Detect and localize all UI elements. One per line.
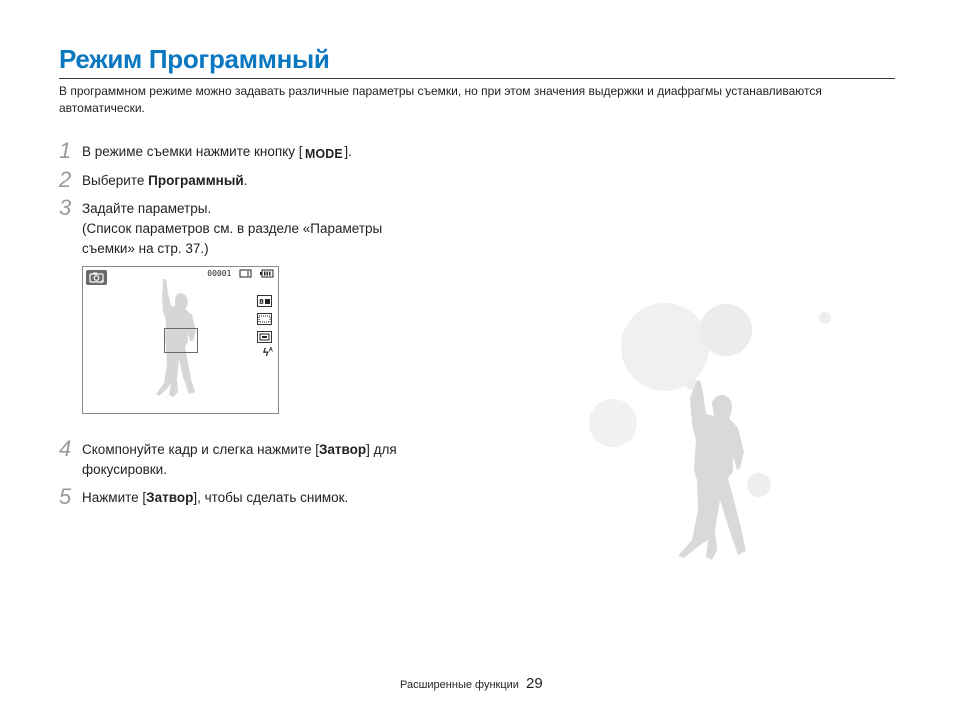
page-title: Режим Программный [59, 44, 330, 74]
section-name: Расширенные функции [400, 679, 519, 691]
step-number: 5 [59, 484, 72, 509]
mode-button-label: MODE [304, 146, 343, 161]
step-text: Выберите Программный. [82, 173, 248, 188]
bubble [819, 312, 831, 324]
camera-screen-preview [82, 266, 279, 414]
step-number: 4 [59, 436, 72, 461]
metering-icon [257, 331, 272, 343]
shutter-key: Затвор [318, 442, 367, 457]
status-bar [207, 269, 274, 278]
shutter-key: Затвор [146, 490, 194, 505]
step-number: 1 [59, 138, 72, 163]
step-text: Скомпонуйте кадр и слегка нажмите [Затвор] для фокусировки. [82, 442, 397, 477]
page-footer [400, 675, 543, 692]
svg-text:8: 8 [259, 298, 264, 306]
quality-icon [257, 313, 272, 325]
bubble [589, 399, 637, 447]
memory-card-icon [239, 269, 253, 278]
step-number: 2 [59, 167, 72, 192]
mode-name: Программный [148, 173, 244, 188]
step-text: Нажмите [Затвор], чтобы сделать снимок. [82, 490, 349, 505]
bubble [700, 304, 752, 356]
af-frame [164, 328, 198, 353]
step-number: 3 [59, 195, 72, 220]
page-number: 29 [526, 675, 543, 692]
step-text: Задайте параметры. (Список параметров см. в разделе «Параметры съемки» на стр. 37.) [82, 201, 383, 256]
bubble [621, 303, 709, 391]
camera-program-mode-icon [86, 270, 107, 285]
flash-auto-icon: $ϟ^A$ [262, 347, 273, 359]
intro-text: В программном режиме можно задавать различные параметры съемки, но при этом значения выдержки и диафрагмы устанавливаются автоматически. [59, 84, 822, 115]
step-text: В режиме съемки нажмите кнопку [ MODE ]. [82, 142, 442, 162]
shot-counter: 00001 [207, 269, 232, 278]
boy-silhouette-large [678, 380, 746, 560]
battery-icon [260, 269, 274, 278]
bubble [747, 473, 771, 497]
photo-size-icon [257, 295, 272, 307]
svg-text:P: P [101, 280, 105, 285]
title-divider [59, 78, 895, 79]
